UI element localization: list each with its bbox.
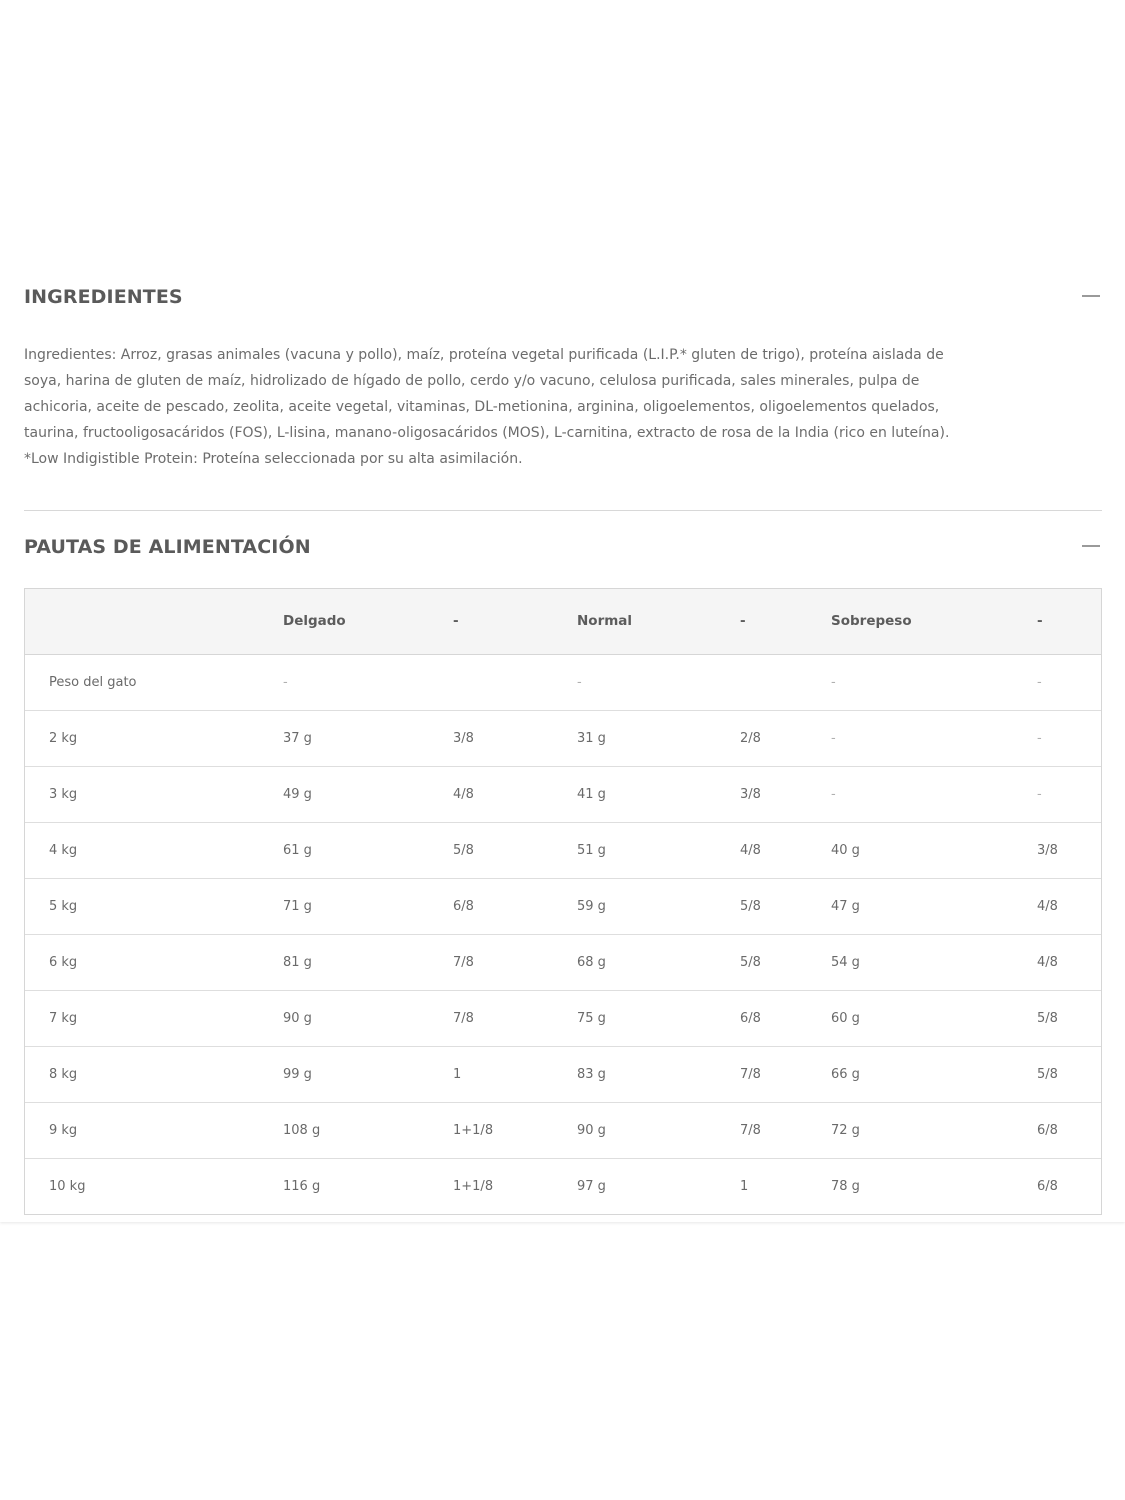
table-cell: 78 g — [831, 1178, 860, 1194]
table-cell: 6/8 — [453, 898, 474, 914]
table-cell: 4/8 — [1037, 954, 1058, 970]
table-header-cell: Sobrepeso — [831, 589, 1037, 654]
table-cell: - — [1037, 730, 1042, 746]
table-cell: 7/8 — [740, 1066, 761, 1082]
table-cell: 6/8 — [1037, 1122, 1058, 1138]
table-cell: 97 g — [577, 1178, 606, 1194]
table-header-cell: - — [1037, 589, 1101, 654]
feeding-section — [24, 526, 1102, 566]
row-label-cell: Peso del gato — [49, 674, 137, 690]
table-cell: 54 g — [831, 954, 860, 970]
feeding-table-container — [24, 588, 1102, 1215]
table-cell: 2/8 — [740, 730, 761, 746]
table-header-cell: Normal — [577, 589, 740, 654]
table-cell: - — [831, 730, 836, 746]
table-cell: 4/8 — [740, 842, 761, 858]
table-cell: 1 — [740, 1178, 749, 1194]
ingredients-title: INGREDIENTES — [24, 286, 183, 308]
table-header-cell: - — [740, 589, 831, 654]
table-cell: 6/8 — [740, 1010, 761, 1026]
table-cell: 40 g — [831, 842, 860, 858]
row-label-cell: 2 kg — [49, 730, 78, 746]
table-cell: 3/8 — [1037, 842, 1058, 858]
table-row — [25, 766, 1101, 822]
table-cell: 90 g — [283, 1010, 312, 1026]
ingredients-section — [24, 276, 1102, 472]
feeding-table — [25, 589, 1101, 1214]
table-cell: 6/8 — [1037, 1178, 1058, 1194]
ingredients-line: soya, harina de gluten de maíz, hidrolizado de hígado de pollo, cerdo y/o vacuno, celulosa purificada, sales minerales, pulpa de — [24, 373, 920, 389]
table-cell: 66 g — [831, 1066, 860, 1082]
table-cell: 108 g — [283, 1122, 321, 1138]
collapse-minus-icon[interactable] — [1082, 536, 1100, 556]
table-body — [25, 654, 1101, 1214]
table-cell: 7/8 — [740, 1122, 761, 1138]
table-cell: 5/8 — [740, 954, 761, 970]
ingredients-line: achicoria, aceite de pescado, zeolita, aceite vegetal, vitaminas, DL-metionina, arginina, oligoelementos, oligoelementos quelados, — [24, 399, 940, 415]
table-cell: 1 — [453, 1066, 462, 1082]
table-cell: 59 g — [577, 898, 606, 914]
table-cell — [453, 654, 577, 710]
table-cell: 37 g — [283, 730, 312, 746]
table-header-cell — [25, 589, 283, 654]
table-cell: 49 g — [283, 786, 312, 802]
row-label-cell: 6 kg — [49, 954, 78, 970]
table-cell: 81 g — [283, 954, 312, 970]
table-cell: 7/8 — [453, 1010, 474, 1026]
table-header-cell: Delgado — [283, 589, 453, 654]
row-label-cell: 4 kg — [49, 842, 78, 858]
section-divider — [24, 510, 1102, 511]
table-header-row — [25, 589, 1101, 654]
feeding-header[interactable] — [24, 526, 1102, 566]
row-label-cell: 3 kg — [49, 786, 78, 802]
table-cell: 90 g — [577, 1122, 606, 1138]
collapse-minus-icon[interactable] — [1082, 286, 1100, 306]
table-row — [25, 654, 1101, 710]
table-cell: 75 g — [577, 1010, 606, 1026]
table-cell: 60 g — [831, 1010, 860, 1026]
table-cell: 71 g — [283, 898, 312, 914]
table-cell: 3/8 — [453, 730, 474, 746]
table-cell: 5/8 — [1037, 1066, 1058, 1082]
table-row — [25, 990, 1101, 1046]
table-cell: 51 g — [577, 842, 606, 858]
table-cell: - — [1037, 786, 1042, 802]
table-cell: 61 g — [283, 842, 312, 858]
table-cell: 68 g — [577, 954, 606, 970]
table-row — [25, 1046, 1101, 1102]
table-row — [25, 710, 1101, 766]
table-cell: - — [831, 674, 836, 690]
table-header-cell: - — [453, 589, 577, 654]
table-cell: 31 g — [577, 730, 606, 746]
row-label-cell: 10 kg — [49, 1178, 86, 1194]
ingredients-line: Ingredientes: Arroz, grasas animales (vacuna y pollo), maíz, proteína vegetal purificada (L.I.P.* gluten de trigo), proteína aislada de — [24, 347, 944, 363]
table-row — [25, 878, 1101, 934]
table-cell: 72 g — [831, 1122, 860, 1138]
table-cell: 7/8 — [453, 954, 474, 970]
table-cell: 47 g — [831, 898, 860, 914]
table-cell: - — [1037, 674, 1042, 690]
table-cell: 83 g — [577, 1066, 606, 1082]
table-row — [25, 822, 1101, 878]
row-label-cell: 9 kg — [49, 1122, 78, 1138]
table-cell: 3/8 — [740, 786, 761, 802]
table-cell: 99 g — [283, 1066, 312, 1082]
table-cell: - — [831, 786, 836, 802]
table-row — [25, 1102, 1101, 1158]
table-row — [25, 1158, 1101, 1214]
row-label-cell: 8 kg — [49, 1066, 78, 1082]
table-cell: 41 g — [577, 786, 606, 802]
ingredients-footnote: *Low Indigistible Protein: Proteína seleccionada por su alta asimilación. — [24, 451, 523, 467]
feeding-title: PAUTAS DE ALIMENTACIÓN — [24, 536, 311, 558]
table-cell: 4/8 — [1037, 898, 1058, 914]
table-cell: - — [283, 674, 288, 690]
table-cell: 4/8 — [453, 786, 474, 802]
row-label-cell: 7 kg — [49, 1010, 78, 1026]
ingredients-text — [24, 342, 1099, 472]
table-cell: - — [577, 674, 582, 690]
table-row — [25, 934, 1101, 990]
table-cell: 5/8 — [740, 898, 761, 914]
table-cell: 116 g — [283, 1178, 321, 1194]
table-cell: 5/8 — [1037, 1010, 1058, 1026]
table-cell — [740, 654, 831, 710]
ingredients-line: taurina, fructooligosacáridos (FOS), L-lisina, manano-oligosacáridos (MOS), L-carnitina, extracto de rosa de la India (rico en luteína). — [24, 425, 950, 441]
table-cell: 1+1/8 — [453, 1178, 494, 1194]
table-cell: 1+1/8 — [453, 1122, 494, 1138]
table-cell: 5/8 — [453, 842, 474, 858]
ingredients-header[interactable] — [24, 276, 1102, 316]
row-label-cell: 5 kg — [49, 898, 78, 914]
